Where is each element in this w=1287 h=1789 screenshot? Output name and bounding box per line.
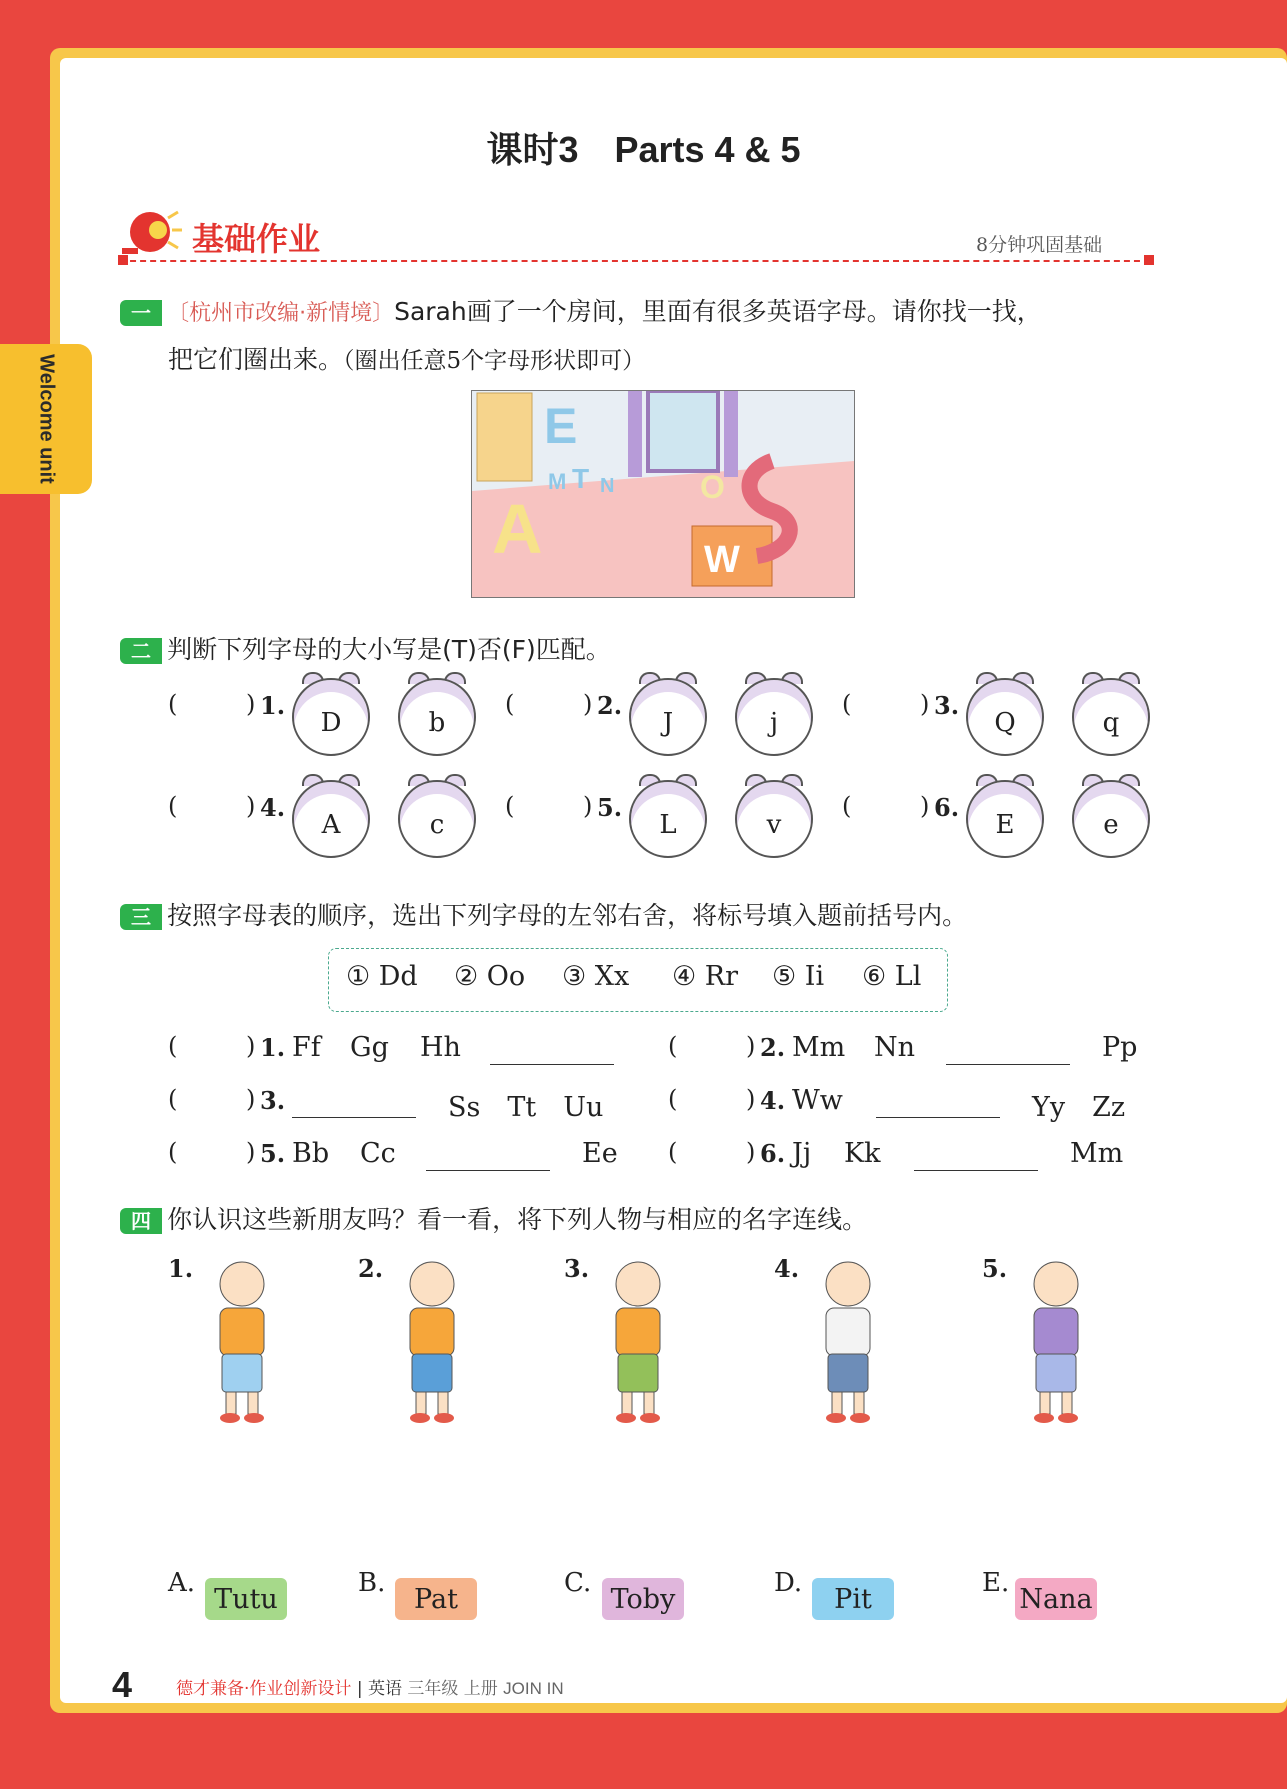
room-letter-n: N — [600, 475, 615, 497]
section-divider — [120, 260, 1150, 262]
answer-paren: ) — [746, 1138, 756, 1166]
q3-row3-num: 3. — [260, 1086, 286, 1115]
unit-tab-label: Welcome unit — [35, 354, 58, 484]
q1-source: 〔杭州市改编·新情境〕 — [167, 301, 395, 326]
q2-letter: j — [769, 708, 779, 738]
q2-letter: A — [321, 810, 341, 840]
footer-grade: 三年级 — [407, 1679, 459, 1699]
q3-option-5: ⑤ Ii — [772, 961, 825, 992]
room-letter-o: O — [700, 469, 725, 505]
q4-person-num: 3. — [564, 1254, 590, 1283]
room-letter-s — [790, 551, 791, 552]
divider-end-right — [1144, 255, 1154, 265]
q3-row1-part2: Gg — [350, 1032, 389, 1063]
q2-letter: c — [429, 810, 445, 840]
footer-brand: 德才兼备·作业创新设计 — [176, 1679, 352, 1699]
q3-row5-blank[interactable] — [426, 1170, 550, 1171]
q3-row5-num: 5. — [260, 1139, 286, 1168]
q4-name-letter: D. — [774, 1568, 803, 1598]
q3-row6-num: 6. — [760, 1139, 786, 1168]
q2-letter: L — [659, 810, 677, 840]
q1-number: 一 — [120, 300, 162, 326]
q3-row5-part2: Cc — [360, 1138, 396, 1169]
q3-option-1: ① Dd — [346, 961, 418, 992]
section-note: 8分钟巩固基础 — [976, 234, 1103, 256]
answer-paren: ) — [246, 792, 256, 820]
q4-name-letter: C. — [564, 1568, 592, 1598]
q2-number: 二 — [120, 638, 162, 664]
q2-letter: E — [995, 810, 1015, 840]
answer-paren: ) — [583, 690, 593, 718]
q3-option-6: ⑥ Ll — [862, 961, 922, 992]
q2-letter: J — [662, 708, 674, 738]
q3-option-4: ④ Rr — [672, 961, 739, 992]
child-figure-icon — [800, 1256, 896, 1426]
q4-text: 你认识这些新朋友吗？看一看，将下列人物与相应的名字连线。 — [167, 1205, 868, 1234]
q4-person-num: 5. — [982, 1254, 1008, 1283]
q1-text-line2: 把它们圈出来。 — [168, 345, 344, 374]
footer-text — [176, 1674, 564, 1699]
q1-prompt — [120, 292, 1042, 328]
page-number: 4 — [112, 1664, 133, 1705]
section-title: 基础作业 — [192, 220, 321, 258]
q3-row1-part1: Ff — [292, 1032, 321, 1063]
answer-paren: ( — [168, 1032, 178, 1060]
q3-option-3: ③ Xx — [562, 961, 630, 992]
room-letter-e: E — [544, 398, 578, 454]
q3-row1-num: 1. — [260, 1033, 286, 1062]
unit-side-tab — [0, 344, 92, 494]
q3-row4-num: 4. — [760, 1086, 786, 1115]
q2-letter: D — [320, 708, 342, 738]
q3-row5-after: Ee — [582, 1138, 618, 1169]
q4-name-tag[interactable]: Toby — [602, 1578, 684, 1620]
answer-paren: ( — [842, 690, 852, 718]
q3-row6-part1: Jj — [792, 1138, 812, 1169]
q3-row6-blank[interactable] — [914, 1170, 1038, 1171]
q3-row2-blank[interactable] — [946, 1064, 1070, 1065]
answer-paren: ( — [505, 690, 515, 718]
q4-person-num: 4. — [774, 1254, 800, 1283]
room-letter-m: M — [548, 469, 567, 494]
answer-paren: ) — [246, 1032, 256, 1060]
footer-edition: JOIN IN — [503, 1679, 564, 1698]
room-letter-t: T — [572, 463, 590, 494]
room-letter-a: A — [492, 490, 543, 568]
answer-paren: ) — [246, 1085, 256, 1113]
answer-paren: ( — [168, 792, 178, 820]
q1-text-note: （圈出任意5个字母形状即可） — [343, 348, 646, 374]
q4-name-tag[interactable]: Pit — [812, 1578, 894, 1620]
q3-row3-blank[interactable] — [292, 1117, 416, 1118]
q1-prompt-line2 — [168, 340, 645, 376]
answer-paren: ( — [505, 792, 515, 820]
q3-options-box — [328, 948, 948, 1012]
q2-item-num: 1. — [260, 691, 286, 720]
child-figure-icon — [1008, 1256, 1104, 1426]
q4-name-letter: A. — [168, 1568, 196, 1598]
q4-name-tag[interactable]: Tutu — [205, 1578, 287, 1620]
q2-letter: q — [1102, 708, 1120, 738]
q2-item-num: 3. — [934, 691, 960, 720]
answer-paren: ( — [668, 1032, 678, 1060]
q2-prompt — [120, 630, 611, 666]
q2-text: 判断下列字母的大小写是(T)否(F)匹配。 — [167, 635, 611, 664]
q2-letter: e — [1103, 810, 1119, 840]
q1-text-line1: Sarah画了一个房间，里面有很多英语字母。请你找一找， — [394, 297, 1042, 326]
q3-row1-blank[interactable] — [490, 1064, 614, 1065]
q2-item-num: 4. — [260, 793, 286, 822]
q2-item-num: 6. — [934, 793, 960, 822]
footer-term: 上册 — [463, 1679, 498, 1699]
footer-sep: | — [356, 1679, 363, 1699]
q3-row2-num: 2. — [760, 1033, 786, 1062]
q4-name-letter: B. — [358, 1568, 386, 1598]
q3-row4-blank[interactable] — [876, 1117, 1000, 1118]
q3-row3-after: Ss Tt Uu — [448, 1092, 604, 1123]
answer-paren: ) — [583, 792, 593, 820]
answer-paren: ) — [246, 690, 256, 718]
q2-letter: v — [766, 810, 782, 840]
page-title: 课时3 Parts 4 & 5 — [486, 129, 801, 170]
q4-name-letter: E. — [982, 1568, 1010, 1598]
q3-row6-after: Mm — [1070, 1138, 1124, 1169]
child-figure-icon — [384, 1256, 480, 1426]
answer-paren: ( — [668, 1138, 678, 1166]
q2-item-num: 5. — [597, 793, 623, 822]
q3-row5-part1: Bb — [292, 1138, 330, 1169]
answer-paren: ) — [920, 690, 930, 718]
q4-person-num: 2. — [358, 1254, 384, 1283]
room-letter-w: W — [704, 539, 740, 581]
child-figure-icon — [194, 1256, 290, 1426]
q2-letter: Q — [994, 708, 1016, 738]
q3-text: 按照字母表的顺序，选出下列字母的左邻右舍，将标号填入题前括号内。 — [167, 901, 968, 930]
q4-name-tag[interactable]: Pat — [395, 1578, 477, 1620]
q3-row4-part1: Ww — [792, 1085, 843, 1116]
divider-end-left — [118, 255, 128, 265]
answer-paren: ( — [842, 792, 852, 820]
q3-row2-part1: Mm — [792, 1032, 846, 1063]
lamp-icon — [118, 206, 184, 260]
answer-paren: ( — [168, 1085, 178, 1113]
q2-item-num: 2. — [597, 691, 623, 720]
child-figure-icon — [590, 1256, 686, 1426]
answer-paren: ) — [920, 792, 930, 820]
q3-row1-part3: Hh — [420, 1032, 461, 1063]
q4-person-num: 1. — [168, 1254, 194, 1283]
q3-row4-after: Yy Zz — [1032, 1092, 1126, 1123]
q4-prompt — [120, 1200, 867, 1236]
q3-row2-after: Pp — [1102, 1032, 1138, 1063]
q3-option-2: ② Oo — [454, 961, 526, 992]
answer-paren: ) — [246, 1138, 256, 1166]
q4-number: 四 — [120, 1208, 162, 1234]
q3-row2-part2: Nn — [874, 1032, 916, 1063]
room-illustration — [471, 390, 855, 598]
q4-name-tag[interactable]: Nana — [1015, 1578, 1097, 1620]
answer-paren: ( — [668, 1085, 678, 1113]
answer-paren: ) — [746, 1032, 756, 1060]
answer-paren: ( — [168, 690, 178, 718]
footer-subject: 英语 — [367, 1679, 402, 1699]
q2-letter: b — [428, 708, 446, 738]
q3-row6-part2: Kk — [844, 1138, 881, 1169]
answer-paren: ( — [168, 1138, 178, 1166]
q3-number: 三 — [120, 904, 162, 930]
answer-paren: ) — [746, 1085, 756, 1113]
q3-prompt — [120, 896, 967, 932]
